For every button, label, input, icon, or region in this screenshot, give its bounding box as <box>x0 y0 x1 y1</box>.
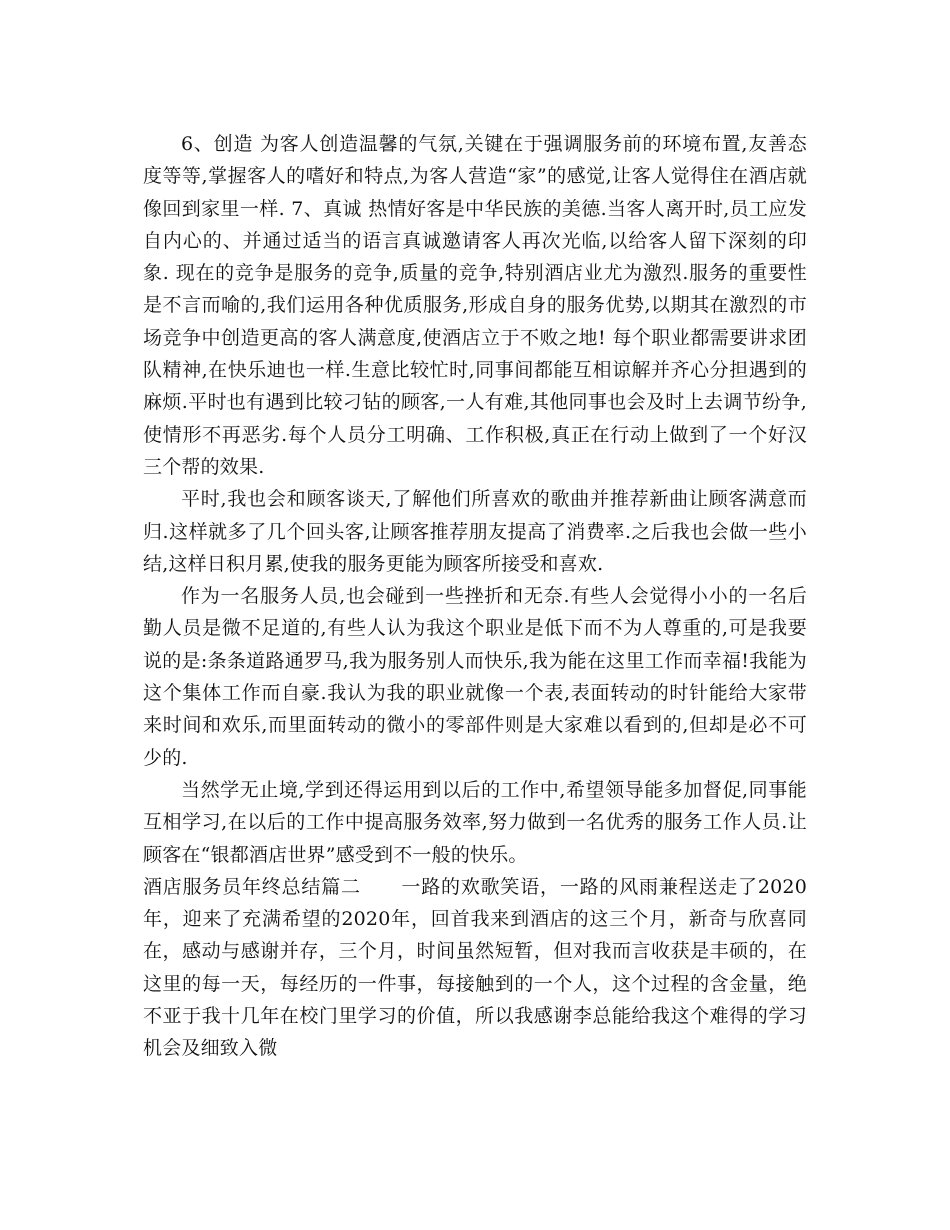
paragraph-1: 6、创造 为客人创造温馨的气氛,关键在于强调服务前的环境布置,友善态度等等,掌握客人的嗜好和特点,为客人营造“家”的感觉,让客人觉得住在酒店就像回到家里一样. 7、真诚 热情好客是中华民族的美德.当客人离开时,员工应发自内心的、并通过适当的语言真诚邀请客人再次光临,以给客人留下深刻的印象. 现在的竞争是服务的竞争,质量的竞争,特别酒店业尤为激烈.服务的重要性是不言而喻的,我们运用各种优质服务,形成自身的服务优势,以期其在激烈的市场竞争中创造更高的客人满意度,使酒店立于不败之地! 每个职业都需要讲求团队精神,在快乐迪也一样.生意比较忙时,同事间都能互相谅解并齐心分担遇到的麻烦.平时也有遇到比较刁钻的顾客,一人有难,其他同事也会及时上去调节纷争,使情形不再恶劣.每个人员分工明确、工作积极,真正在行动上做到了一个好汉三个帮的效果. <box>143 133 807 478</box>
section-body: 一路的欢歌笑语，一路的风雨兼程送走了2020年，迎来了充满希望的2020年，回首我来到酒店的这三个月，新奇与欣喜同在，感动与感谢并存，三个月，时间虽然短暂，但对我而言收获是丰硕的，在这里的每一天，每经历的一件事，每接触到的一个人，这个过程的含金量，绝不亚于我十几年在校门里学习的价值，所以我感谢李总能给我这个难得的学习机会及细致入微 <box>143 875 807 1060</box>
paragraph-3: 作为一名服务人员,也会碰到一些挫折和无奈.有些人会觉得小小的一名后勤人员是微不足道的,有些人认为我这个职业是低下而不为人尊重的,可是我要说的是:条条道路通罗马,我为服务别人而快乐,我为能在这里工作而幸福!我能为这个集体工作而自豪.我认为我的职业就像一个表,表面转动的时针能给大家带来时间和欢乐,而里面转动的微小的零部件则是大家难以看到的,但却是必不可少的. <box>143 585 807 769</box>
paragraph-4: 当然学无止境,学到还得运用到以后的工作中,希望领导能多加督促,同事能互相学习,在以后的工作中提高服务效率,努力做到一名优秀的服务工作人员.让顾客在“银都酒店世界”感受到不一般的快乐。 <box>143 778 807 866</box>
section-heading: 酒店服务员年终总结篇二 <box>143 875 361 898</box>
section-paragraph <box>143 871 807 1065</box>
document-body <box>143 128 807 1065</box>
paragraph-2: 平时,我也会和顾客谈天,了解他们所喜欢的歌曲并推荐新曲让顾客满意而归.这样就多了几个回头客,让顾客推荐朋友提高了消费率.之后我也会做一些小结,这样日积月累,使我的服务更能为顾客所接受和喜欢. <box>143 488 807 575</box>
